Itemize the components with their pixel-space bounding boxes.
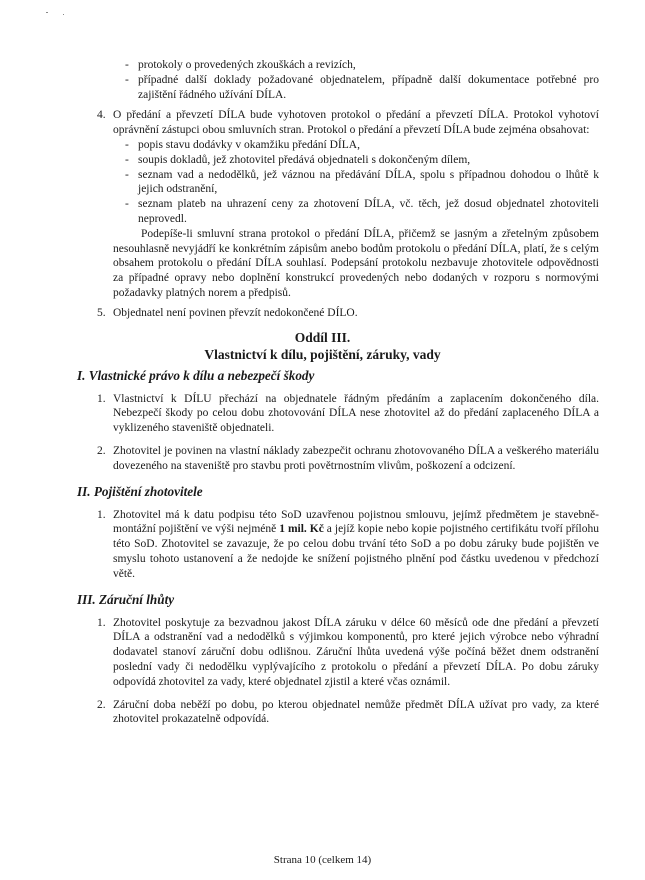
insurance-amount: 1 mil. Kč — [279, 523, 324, 536]
scan-speck — [46, 12, 48, 13]
section-title: Oddíl III. — [294, 329, 351, 345]
scan-speck — [63, 14, 64, 15]
bullet-item: - seznam plateb na uhrazení ceny za zhotovení DÍLA, vč. těch, jež dosud objednatel zhotoviteli neprovedl. — [125, 197, 599, 227]
item-number: 1. — [97, 392, 106, 405]
bullet-item: - popis stavu dodávky v okamžiku předání DÍLA, — [125, 138, 599, 153]
list-item-4 — [97, 108, 599, 300]
subsection-title: III. Záruční lhůty — [77, 591, 175, 607]
list-item — [97, 616, 599, 690]
item-number: 1. — [97, 616, 106, 629]
list-item — [97, 698, 599, 728]
item-text: Vlastnictví k DÍLU přechází na objednatele řádným předáním a zaplacením dokončeného díla. Nebezpečí škody po celou dobu zhotovování DÍLA nese zhotovitel až do předání zaplaceného DÍLA a vyklizeného staveniště objednateli. — [113, 392, 599, 435]
bullet-item: - protokoly o provedených zkouškách a revizích, — [125, 58, 599, 73]
page-content — [0, 58, 645, 727]
list-item — [97, 392, 599, 436]
section-subtitle: Vlastnictví k dílu, pojištění, záruky, vady — [204, 346, 441, 362]
item-text — [113, 508, 599, 582]
list-item — [97, 508, 599, 582]
list-item — [97, 444, 599, 474]
item-text: Zhotovitel je povinen na vlastní náklady zabezpečit ochranu zhotovovaného DÍLA a veškerého materiálu dovezeného na staveniště pro stavbu proti povětrnostním vlivům, poškození a odcizení. — [113, 444, 599, 472]
item-number: 1. — [97, 508, 106, 521]
page-footer: Strana 10 (celkem 14) — [273, 854, 372, 866]
item-text: Záruční doba neběží po dobu, po kterou objednatel nemůže předmět DÍLA užívat pro vady, za které zhotovitel prokazatelně odpovídá. — [113, 698, 599, 726]
item-number: 4. — [97, 109, 106, 122]
item-text: Objednatel není povinen převzít nedokončené DÍLO. — [113, 306, 358, 319]
list-item-5 — [97, 306, 599, 321]
section-heading — [30, 329, 615, 363]
continuation-bullets — [125, 58, 599, 102]
bullet-item: - seznam vad a nedodělků, jež váznou na předávání DÍLA, spolu s případnou dohodou o lhůtě k jejich odstranění, — [125, 168, 599, 198]
item-text: O předání a převzetí DÍLA bude vyhotoven protokol o předání a převzetí DÍLA. Protokol vyhotoví oprávnění zástupci obou smluvních stran. Protokol o předání a převzetí DÍLA bude zejména obsahovat: — [113, 109, 599, 137]
item-text-part: a jejíž kopie nebo kopie pojistného certifikátu tvoří přílohu této SoD. Zhotovitel se zavazuje, že po celou dobu trvání této SoD a po dobu záruky bude pojištěn ve smyslu tohoto ustanovení a že nedojde ke snížení pojistného plnění pod částku uvedenou v předchozí větě. — [113, 523, 599, 580]
bullet-item: - případné další doklady požadované objednatelem, případně další dokumentace potřebné pro zajištění řádného užívání DÍLA. — [125, 73, 599, 103]
item-number: 2. — [97, 444, 106, 457]
item-text-part: Zhotovitel má k datu podpisu této SoD uzavřenou pojistnou smlouvu, jejímž předmětem je stavebně-montážní pojištění ve výši nejméně — [113, 508, 599, 536]
item-number: 2. — [97, 698, 106, 711]
item-text: Zhotovitel poskytuje za bezvadnou jakost DÍLA záruku v délce 60 měsíců ode dne předání a převzetí DÍLA a odstranění vad a nedodělků s výjimkou komponentů, pro které jejich výrobce nebo výhradní dodavatel stanoví záruční dobu odlišnou. Záruční lhůta uvedená výše počíná běžet dnem odstranění poslední vady či nedodělku vyplývajícího z protokolu o předání a převzetí DÍLA. Po dobu záruky odpovídá zhotovitel za vady, které objednatel zjistil a které včas oznámil. — [113, 616, 599, 688]
item-number: 5. — [97, 306, 106, 319]
item-bullets — [125, 138, 599, 227]
bullet-item: - soupis dokladů, jež zhotovitel předává objednateli s dokončeným dílem, — [125, 153, 599, 168]
subsection-title: I. Vlastnické právo k dílu a nebezpečí škody — [77, 367, 315, 383]
subsection-title: II. Pojištění zhotovitele — [77, 483, 203, 499]
paragraph: Podepíše-li smluvní strana protokol o předání DÍLA, přičemž se jasným a zřetelným způsobem nesouhlasně nevyjádří ke konkrétním zápisům anebo bodům protokolu o předání DÍLA, platí, že s celým obsahem protokolu o předání DÍLA souhlasí. Podepsání protokolu nezbavuje zhotovitele odpovědnosti za případné opravy nebo doplnění konstrukcí provedených nebo dodaných v rozporu s normovými požadavky platných norem a předpisů. — [113, 227, 599, 299]
